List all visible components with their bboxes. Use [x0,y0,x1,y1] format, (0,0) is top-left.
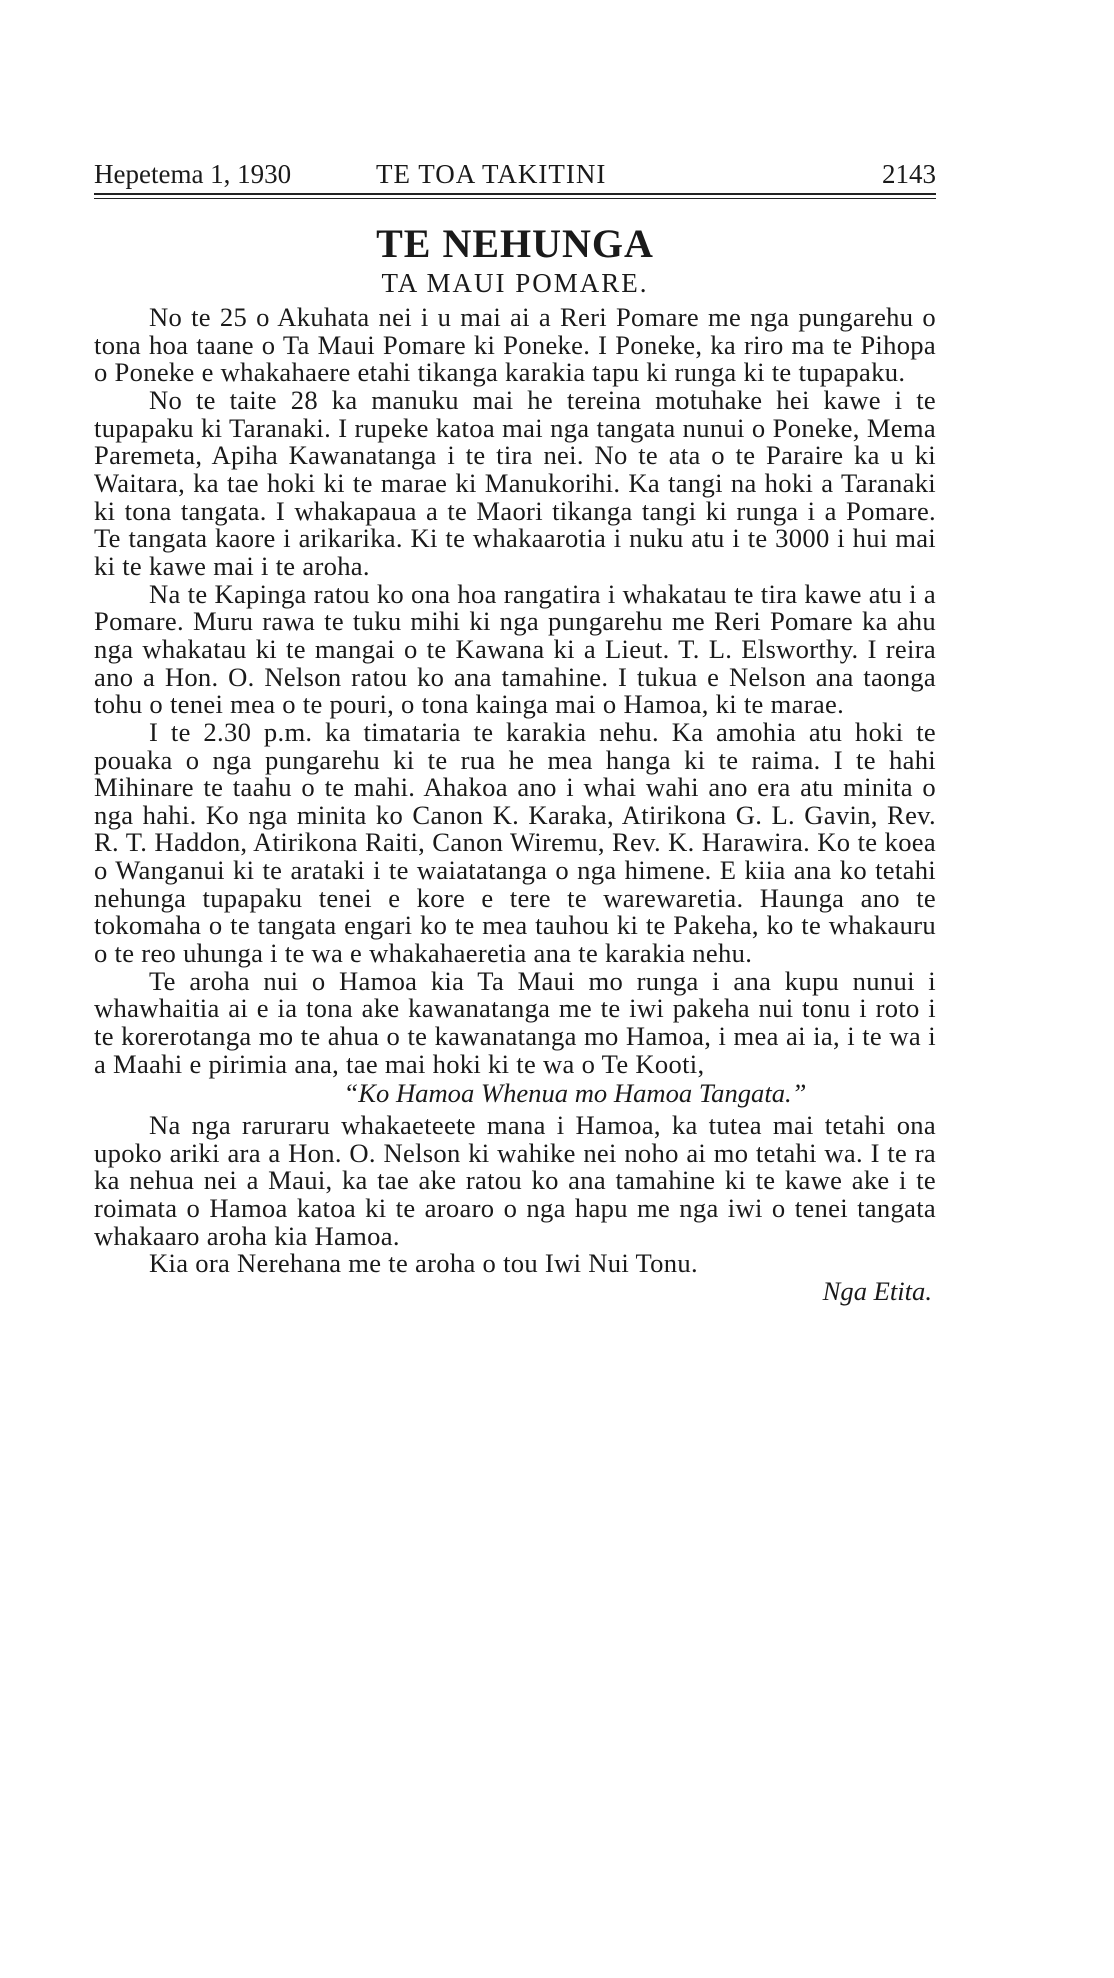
paragraph: Na te Kapinga ratou ko ona hoa rangatira i whakatau te tira kawe atu i a Pomare. Muru rawa te tuku mihi ki nga pungarehu me Reri Pomare ka ahu nga whakatau ki te mangai o te Kawana ki a Lieut. T. L. Elsworthy. I reira ano a Hon. O. Nelson ratou ko ana tamahine. I tukua e Nelson ana taonga tohu o tenei mea o te pouri, o tona kainga mai o Hamoa, ki te marae. [94,578,936,720]
paragraph: No te taite 28 ka manuku mai he tereina motuhake hei kawe i te tupapaku ki Taranaki. I rupeke katoa mai nga tangata nunui o Poneke, Mema Paremeta, Apiha Kawanatanga i te tira nei. No te ata o te Paraire ka u ki Waitara, ka tae hoki ki te marae ki Manukorihi. Ka tangi na hoki a Taranaki ki tona tangata. I whakapaua a te Maori tikanga tangi ki runga i a Pomare. Te tangata kaore i arikarika. Ki te whakaarotia i nuku atu i te 3000 i hui mai ki te kawe mai i te aroha. [94,384,936,581]
running-header [94,158,936,190]
motto-quote: “Ko Hamoa Whenua mo Hamoa Tangata.” [343,1078,807,1109]
editors-signature: Nga Etita. [822,1275,932,1306]
article-subtitle: TA MAUI POMARE. [381,268,649,298]
article-title: TE NEHUNGA [376,221,654,266]
header-rule [94,193,936,195]
paragraph: No te 25 o Akuhata nei i u mai ai a Reri Pomare me nga pungarehu o tona hoa taane o Ta Maui Pomare ki Poneke. I Poneke, ka riro ma te Pihopa o Poneke e whakahaere etahi tikanga karakia tapu ki runga ki te tupapaku. [94,302,936,388]
paragraph: I te 2.30 p.m. ka timataria te karakia nehu. Ka amohia atu hoki te pouaka o nga pungarehu ki te rua he mea hanga ki te raima. I te hahi Mihinare te taahu o te mahi. Ahakoa ano i whai wahi ano era atu minita o nga hahi. Ko nga minita ko Canon K. Karaka, Atirikona G. L. Gavin, Rev. R. T. Haddon, Atirikona Raiti, Canon Wiremu, Rev. K. Harawira. Ko te koea o Wanganui ki te arataki i te waiatatanga o nga himene. E kiia ana ko tetahi nehunga tupapaku tenei e kore e tere te warewaretia. Haunga ano te tokomaha o te tangata engari ko te mea tauhou ki te Pakeha, ko te whakauru o te reo uhunga i te wa e whakahaeretia ana te karakia nehu. [94,716,936,969]
journal-title: TE TOA TAKITINI [376,159,607,189]
article-body [94,304,936,1306]
signoff-line: Kia ora Nerehana me te aroha o tou Iwi Nui Tonu. [149,1248,698,1279]
header-rule-thin [94,198,936,199]
page-number: 2143 [882,159,936,189]
issue-date: Hepetema 1, 1930 [94,159,292,189]
closing-paragraph: Na nga raruraru whakaeteete mana i Hamoa, ka tutea mai tetahi ona upoko ariki ara a Hon. O. Nelson ki wahike nei noho ai mo tetahi wa. I te ra ka nehua nei a Maui, ka tae ake ratou ko ana tamahine ki te kawe ake i te roimata o Hamoa katoa ki te aroaro o nga hapu me nga iwi o tenei tangata whakaaro aroha kia Hamoa. [94,1110,936,1251]
paragraph: Te aroha nui o Hamoa kia Ta Maui mo runga i ana kupu nunui i whawhaitia ai e ia tona ake kawanatanga me te iwi pakeha nui tonu i roto i te korerotanga mo te ahua o te kawanatanga mo Hamoa, i mea ai ia, i te wa i a Maahi e pirimia ana, tae mai hoki ki te wa o Te Kooti, [94,965,936,1079]
